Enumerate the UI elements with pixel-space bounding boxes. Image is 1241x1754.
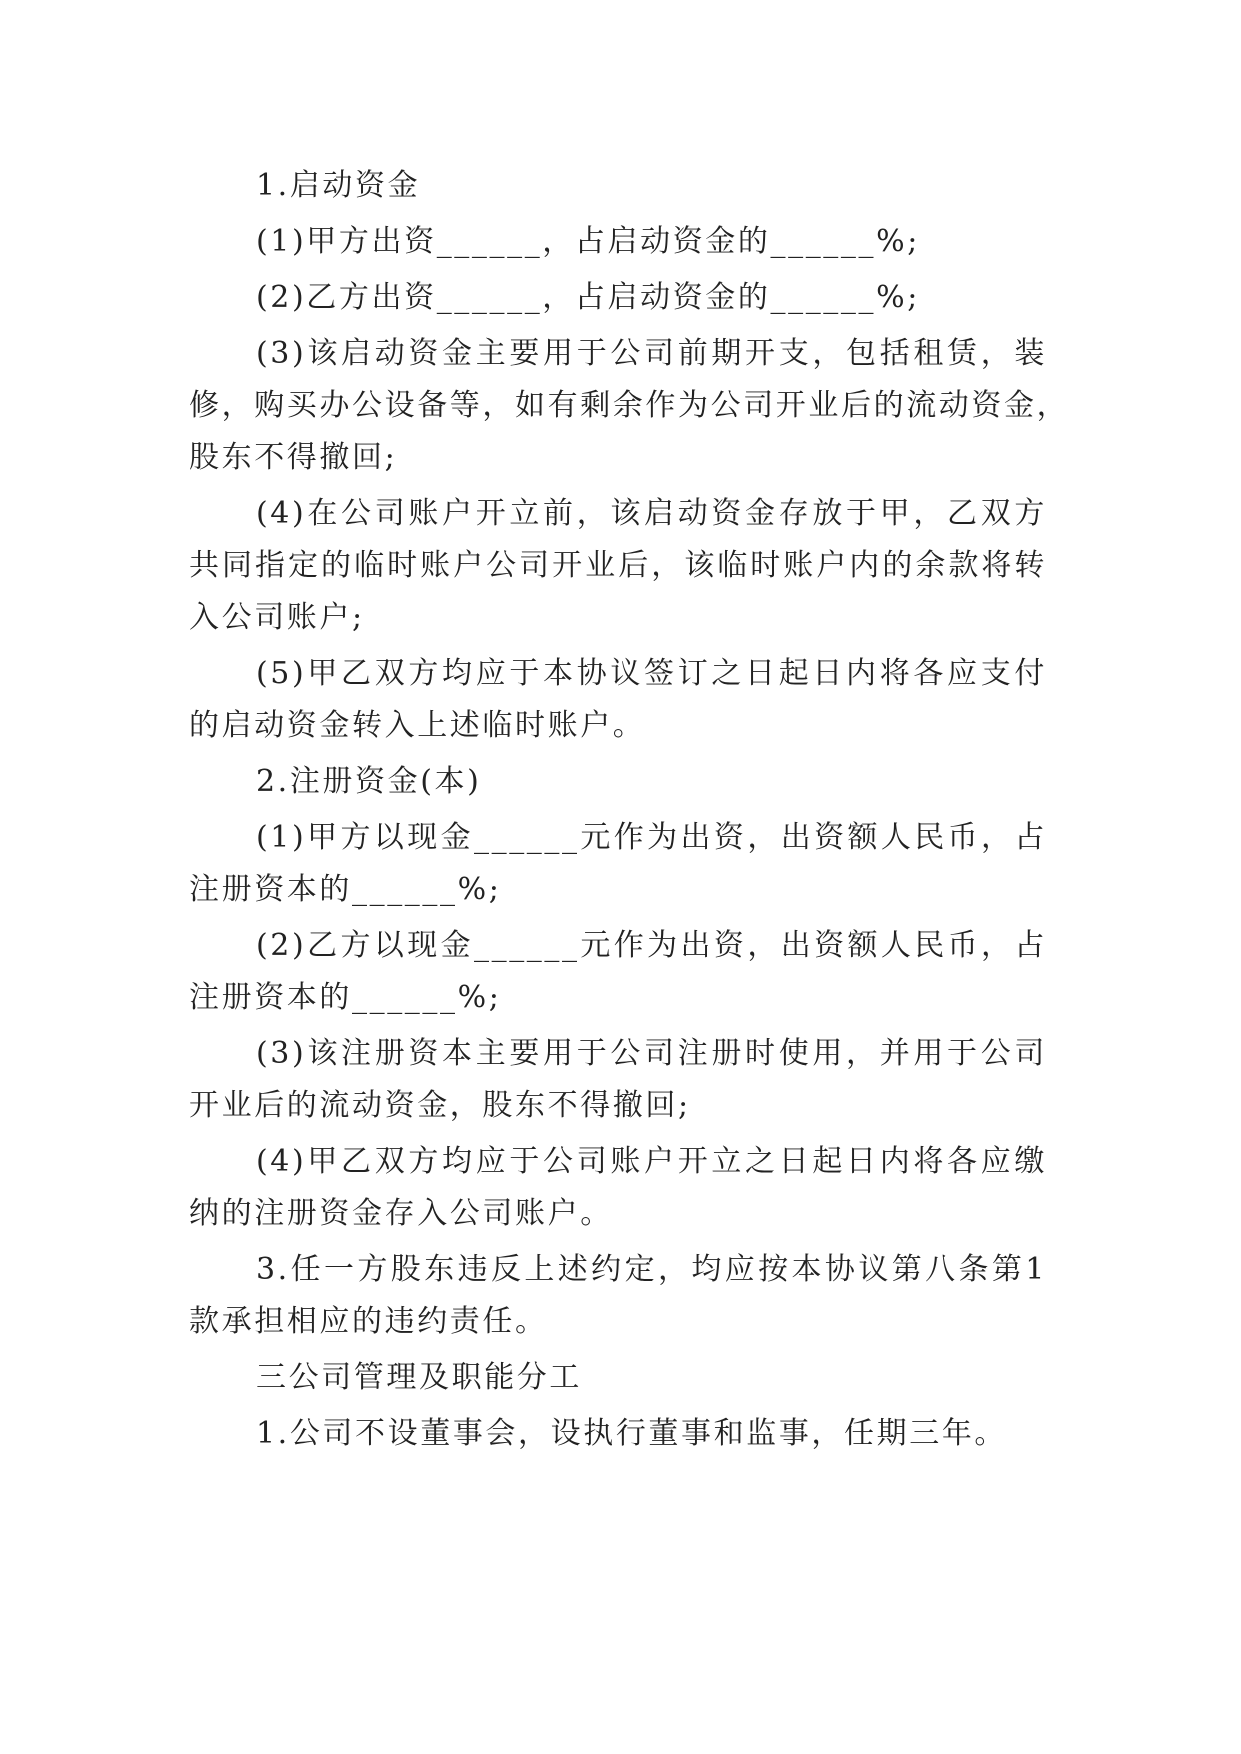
paragraph-line: 1.公司不设董事会，设执行董事和监事，任期三年。 <box>256 1416 1008 1451</box>
paragraph-line: 3.任一方股东违反上述约定，均应按本协议第八条第1 <box>256 1252 1047 1287</box>
paragraph-line: 股东不得撤回; <box>189 440 398 475</box>
paragraph-line: (4)甲乙双方均应于公司账户开立之日起日内将各应缴 <box>256 1144 1047 1179</box>
paragraph-line: (1)甲方以现金______元作为出资，出资额人民币，占 <box>256 820 1047 855</box>
paragraph-line: (5)甲乙双方均应于本协议签订之日起日内将各应支付 <box>256 656 1047 691</box>
paragraph-line: (4)在公司账户开立前，该启动资金存放于甲，乙双方 <box>256 496 1047 531</box>
heading-registered-capital: 2.注册资金(本) <box>256 764 482 799</box>
paragraph-line: 的启动资金转入上述临时账户。 <box>189 708 646 743</box>
heading-startup-capital: 1.启动资金 <box>256 168 421 203</box>
paragraph-line: 开业后的流动资金，股东不得撤回; <box>189 1088 691 1123</box>
paragraph-line: 修，购买办公设备等，如有剩余作为公司开业后的流动资金， <box>189 388 1070 423</box>
paragraph-line: (3)该启动资金主要用于公司前期开支，包括租赁，装 <box>256 336 1047 371</box>
paragraph-line: (3)该注册资本主要用于公司注册时使用，并用于公司 <box>256 1036 1047 1071</box>
paragraph-line: (2)乙方以现金______元作为出资，出资额人民币，占 <box>256 928 1047 963</box>
clause-party-b-startup-contribution: (2)乙方出资______，占启动资金的______%; <box>256 280 920 315</box>
paragraph-line: 注册资本的______%; <box>189 980 502 1015</box>
clause-party-a-startup-contribution: (1)甲方出资______，占启动资金的______%; <box>256 224 920 259</box>
paragraph-line: 共同指定的临时账户公司开业后，该临时账户内的余款将转 <box>189 548 1047 583</box>
paragraph-line: 注册资本的______%; <box>189 872 502 907</box>
section-heading-management: 三公司管理及职能分工 <box>256 1360 582 1395</box>
paragraph-line: 纳的注册资金存入公司账户。 <box>189 1196 613 1231</box>
paragraph-line: 款承担相应的违约责任。 <box>189 1304 548 1339</box>
paragraph-line: 入公司账户; <box>189 600 365 635</box>
